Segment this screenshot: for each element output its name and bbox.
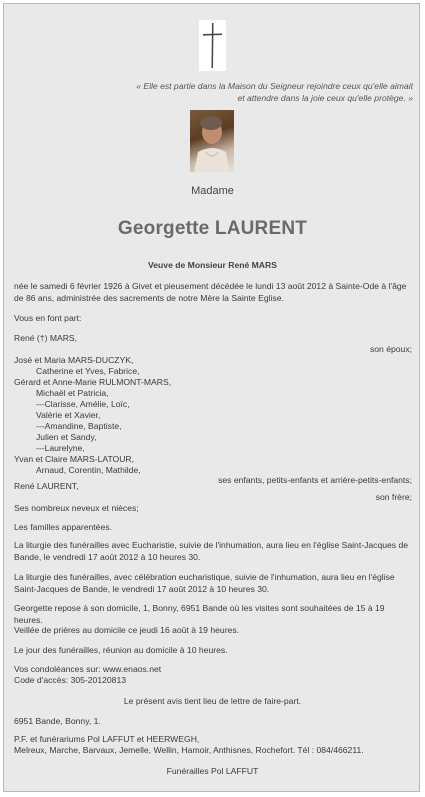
family-line: Valérie et Xavier, [36,410,101,420]
birth-death-text: née le samedi 6 février 1926 à Givet et pieusement décédée le lundi 13 août 2012 à Sainte-Ode à l'âge de 86 ans, administrée des sacrements de notre Mère la Sainte Eglise. [14,281,407,303]
family-line: ---Amandine, Baptiste, [36,421,122,431]
vigil-text: Veillée de prières au domicile ce jeudi 16 août à 19 heures. [14,625,240,635]
nephews-text: Ses nombreux neveux et nièces; [14,503,139,513]
widow-of: Veuve de Monsieur René MARS [148,260,277,270]
cross-icon [199,20,226,71]
funeral-text-1: La liturgie des funérailles avec Eucharistie, suivie de l'inhumation, aura lieu en l'église Saint-Jacques de Bande, le vendredi 17 août 2012 à 10 heures 30. [14,540,409,562]
title-madame: Madame [191,185,234,197]
notice-text: Le présent avis tient lieu de lettre de faire-part. [123,696,302,706]
family-line: ---Laurelyne, [36,443,85,453]
reunion-text: Le jour des funérailles, réunion au domicile à 10 heures. [14,645,228,655]
condolences-text: Vos condoléances sur: www.enaos.net [14,664,162,674]
family-line: Arnaud, Corentin, Mathilde, [36,465,141,475]
family-line: Yvan et Claire MARS-LATOUR, [14,454,135,464]
spouse-name: René (†) MARS, [14,333,78,343]
intro-text: Vous en font part: [14,313,82,323]
family-line: Gérard et Anne-Marie RULMONT-MARS, [14,377,172,387]
access-code: Code d'accès: 305-20120813 [14,675,127,685]
family-line: Michaël et Patricia, [36,388,109,398]
funeral-home-line-1: P.F. et funérariums Pol LAFFUT et HEERWEGH, [14,734,200,744]
family-line: José et Maria MARS-DUCZYK, [14,355,134,365]
quote-line-1: « Elle est partie dans la Maison du Seigneur rejoindre ceux qu'elle aimait [136,81,413,91]
deceased-name: Georgette LAURENT [117,218,308,239]
funeral-home-line-2: Melreux, Marche, Barvaux, Jemelle, Wellin, Hamoir, Anthisnes, Rochefort. Tél : 084/466211. [14,745,364,755]
funeral-text-2: La liturgie des funérailles, avec célébration eucharistique, suivie de l'inhumation, aura lieu en l'église Saint-Jacques de Bande, le vendredi 17 août 2012 à 10 heures 30. [14,572,395,594]
rest-text: Georgette repose à son domicile, 1, Bonny, 6951 Bande où les visites sont souhaitées de 15 à 19 heures. [14,603,385,625]
family-line: ---Clarisse, Amélie, Loïc, [36,399,130,409]
address-text: 6951 Bande, Bonny, 1. [14,716,101,726]
memorial-quote [13,80,413,104]
brother-name: René LAURENT, [14,481,79,491]
signature: Funérailles Pol LAFFUT [166,766,259,776]
spouse-role: son époux; [369,344,412,354]
families-text: Les familles apparentées. [14,522,112,532]
deceased-photo [190,110,234,172]
family-line: Julien et Sandy, [36,432,97,442]
children-role: ses enfants, petits-enfants et arrière-petits-enfants; [218,475,412,485]
family-line: Catherine et Yves, Fabrice, [36,366,140,376]
brother-role: son frère; [375,492,412,502]
quote-line-2: et attendre dans la joie ceux qu'elle protège. » [237,93,413,103]
